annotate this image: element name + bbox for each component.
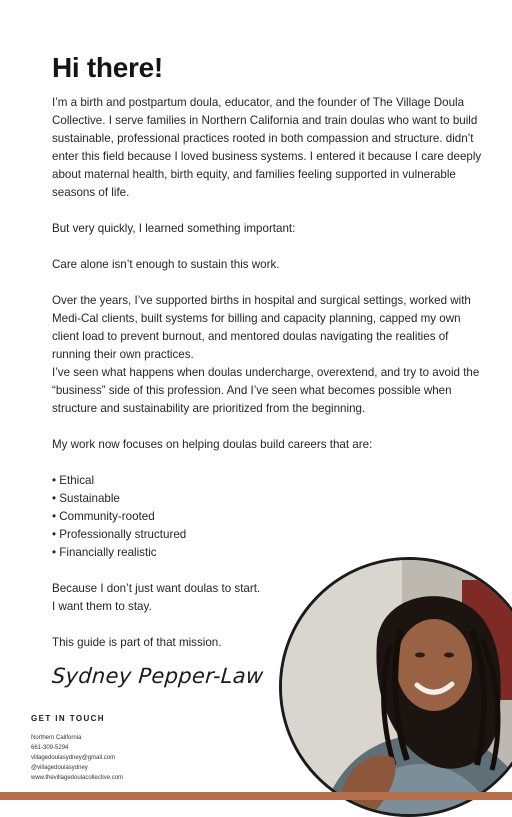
list-item: • Ethical (52, 472, 482, 490)
mission-line: This guide is part of that mission. (52, 636, 222, 649)
contact-phone[interactable]: 661-309-5294 (31, 745, 69, 751)
contact-website[interactable]: www.thevillagedoulacollective.com (31, 775, 124, 781)
contact-email[interactable]: villagedoulasydney@gmail.com (31, 755, 116, 761)
quickly-paragraph: But very quickly, I learned something important: (52, 222, 296, 235)
focus-paragraph: My work now focuses on helping doulas build careers that are: (52, 438, 373, 451)
list-item: • Professionally structured (52, 526, 482, 544)
contact-title: GET IN TOUCH (31, 714, 105, 723)
years-paragraph: Over the years, I’ve supported births in hospital and surgical settings, worked with Medi-Cal clients, built systems for billing and capacity planning, capped my own client load to prevent burnout, and mentored doulas navigating the realities of running their own practices. (52, 294, 471, 361)
contact-location: Northern California (31, 735, 82, 741)
list-item: • Financially realistic (52, 544, 482, 562)
care-paragraph: Care alone isn’t enough to sustain this work. (52, 258, 280, 271)
signature: Sydney Pepper-Law (51, 664, 265, 688)
intro-paragraph: I’m a birth and postpartum doula, educator, and the founder of The Village Doula Collective. I serve families in Northern California and train doulas who want to build sustainable, professional practices rooted in both compassion and structure. didn’t enter this field because I loved business systems. I entered it because I care deeply about maternal health, birth equity, and families feeling supported in vulnerable seasons of life. (52, 96, 482, 199)
qualities-list (52, 472, 482, 562)
start-line: Because I don’t just want doulas to start. (52, 582, 261, 595)
portrait-illustration (282, 560, 512, 814)
contact-details (31, 733, 123, 783)
list-item: • Community-rooted (52, 508, 482, 526)
list-item: • Sustainable (52, 490, 482, 508)
stay-line: I want them to stay. (52, 600, 152, 613)
page-heading: Hi there! (52, 52, 163, 83)
footer-bar (0, 792, 512, 800)
contact-handle[interactable]: @villagedoulasydney (31, 765, 88, 771)
seen-paragraph: I’ve seen what happens when doulas undercharge, overextend, and try to avoid the “business” side of this profession. And I’ve seen what becomes possible when structure and sustainability are prioritized from the beginning. (52, 366, 480, 415)
